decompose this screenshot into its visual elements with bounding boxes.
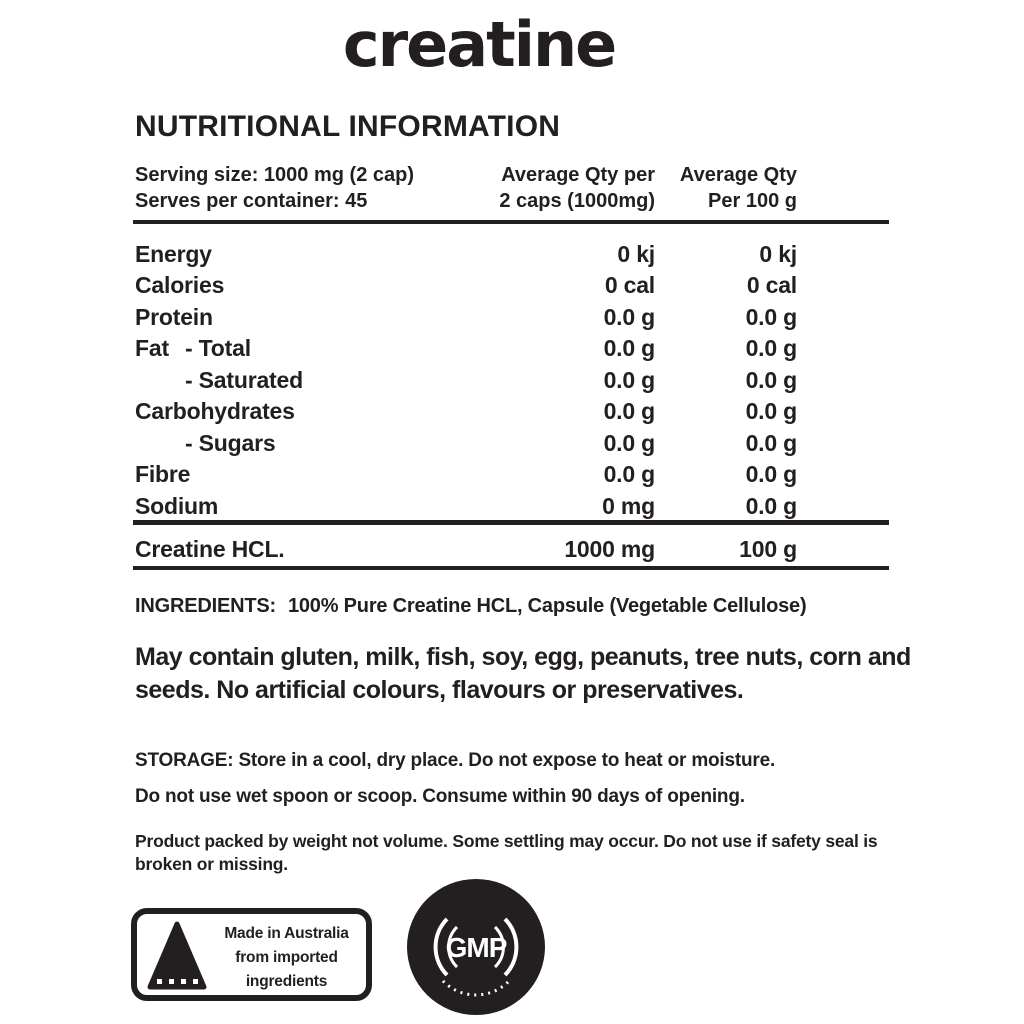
row-value-per-100g: 100 g	[739, 536, 797, 562]
row-value-per-100g: 0.0 g	[745, 493, 797, 519]
ingredients-line	[135, 595, 806, 618]
row-value-per-serve: 0.0 g	[603, 335, 655, 361]
serves-per-container: Serves per container: 45	[135, 190, 368, 212]
row-label: Calories	[135, 272, 225, 298]
australia-made-badge	[131, 908, 372, 1001]
ingredients-label: INGREDIENTS:	[135, 595, 276, 617]
row-label: Fibre	[135, 461, 191, 487]
table-row-sodium	[135, 492, 889, 520]
divider-rule-mid	[133, 520, 889, 525]
row-value-per-100g: 0.0 g	[745, 304, 797, 330]
row-value-per-100g: 0.0 g	[745, 367, 797, 393]
row-label: Protein	[135, 304, 213, 330]
row-value-per-serve: 0 mg	[602, 493, 655, 519]
column-header-per-100g: Average Qty Per 100 g	[679, 164, 797, 212]
gmp-icon	[407, 879, 545, 1015]
brand-logo: creatine	[342, 8, 616, 81]
row-sublabel: - Saturated	[185, 367, 303, 393]
usage-line: Do not use wet spoon or scoop. Consume within 90 days of opening.	[135, 786, 745, 807]
row-value-per-100g: 0.0 g	[745, 430, 797, 456]
table-row-protein	[135, 303, 889, 331]
australia-made-triangle-icon	[147, 921, 207, 993]
row-value-per-serve: 0.0 g	[603, 461, 655, 487]
row-label: Sodium	[135, 493, 219, 519]
divider-rule-bottom	[133, 566, 889, 570]
table-row-calories	[135, 271, 889, 299]
row-value-per-serve: 0.0 g	[603, 367, 655, 393]
made-in-australia-text: Made in Australia from imported ingredients	[224, 925, 349, 990]
storage-text: Store in a cool, dry place. Do not expose to heat or moisture.	[238, 750, 776, 771]
column-header-per-serve: Average Qty per 2 caps (1000mg)	[499, 164, 655, 212]
row-value-per-serve: 0 cal	[604, 272, 655, 298]
ingredients-text: 100% Pure Creatine HCL, Capsule (Vegetable Cellulose)	[287, 595, 807, 617]
table-row-fat-saturated	[135, 366, 889, 394]
table-row-fibre	[135, 460, 889, 488]
row-value-per-100g: 0.0 g	[745, 335, 797, 361]
storage-line	[135, 750, 775, 772]
table-row-carbohydrates	[135, 397, 889, 425]
svg-text:GMP: GMP	[445, 932, 507, 963]
row-label: Creatine HCL.	[135, 536, 285, 562]
row-value-per-serve: 0.0 g	[603, 398, 655, 424]
row-value-per-100g: 0.0 g	[745, 461, 797, 487]
row-value-per-100g: 0 cal	[746, 272, 797, 298]
gmp-badge	[407, 879, 545, 1015]
allergen-paragraph: May contain gluten, milk, fish, soy, egg, peanuts, tree nuts, corn and seeds. No artificial colours, flavours or preservatives.	[135, 643, 911, 704]
row-sublabel: - Total	[185, 335, 251, 361]
divider-rule-top	[133, 220, 889, 224]
serving-info	[135, 162, 414, 214]
row-label: Fat	[135, 335, 169, 361]
disclaimer-paragraph: Product packed by weight not volume. Some settling may occur. Do not use if safety seal is broken or missing.	[135, 831, 878, 874]
row-value-per-serve: 1000 mg	[564, 536, 655, 562]
table-row-energy	[135, 240, 889, 268]
table-row-creatine-hcl	[135, 535, 889, 563]
panel-title: NUTRITIONAL INFORMATION	[135, 110, 561, 143]
row-sublabel: - Sugars	[185, 430, 276, 456]
row-value-per-serve: 0.0 g	[603, 430, 655, 456]
row-value-per-serve: 0 kj	[617, 241, 655, 267]
table-row-fat-total	[135, 334, 889, 362]
row-value-per-serve: 0.0 g	[603, 304, 655, 330]
row-value-per-100g: 0 kj	[759, 241, 797, 267]
row-label: Carbohydrates	[135, 398, 295, 424]
row-value-per-100g: 0.0 g	[745, 398, 797, 424]
storage-label: STORAGE:	[135, 750, 234, 771]
serving-size: Serving size: 1000 mg (2 cap)	[135, 164, 415, 186]
row-label: Energy	[135, 241, 212, 267]
table-row-sugars	[135, 429, 889, 457]
